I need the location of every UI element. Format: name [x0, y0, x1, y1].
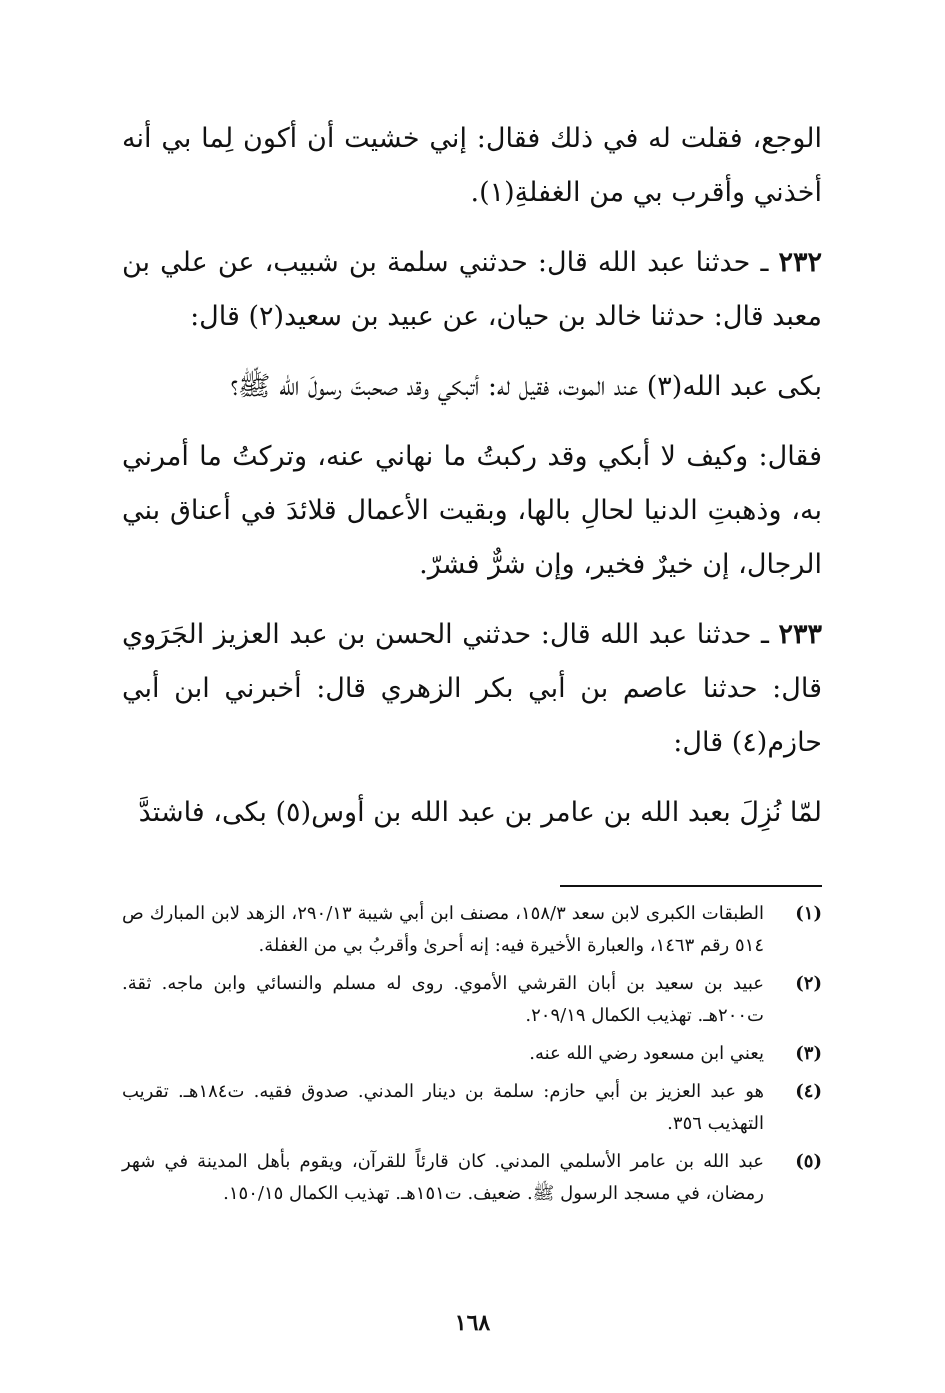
- paragraph-233: [122, 608, 822, 770]
- footnote-text: يعني ابن مسعود رضي الله عنه.: [529, 1043, 764, 1064]
- paragraph-3: بكى عبد الله(٣) عند الموت، فقيل له: أتبكي وقد صحبتَ رسولَ الله ﷺ؟: [230, 371, 822, 402]
- footnote-mark: (٣): [795, 1043, 822, 1064]
- footnote-text: عبيد بن سعيد بن أبان القرشي الأموي. روى له مسلم والنسائي وابن ماجه. ثقة. ت٢٠٠هـ. تهذيب الكمال ٢٠٩/١٩.: [122, 973, 764, 1026]
- footnote-mark: (٤): [795, 1081, 822, 1102]
- paragraph-232-text: ـ حدثنا عبد الله قال: حدثني سلمة بن شبيب، عن علي بن معبد قال: حدثنا خالد بن حيان، عن عبيد بن سعيد(٢) قال:: [122, 247, 822, 332]
- page-number: ١٦٨: [454, 1310, 491, 1336]
- main-text: [122, 112, 822, 840]
- paragraph-6: لمّا نُزِلَ بعبد الله بن عامر بن عبد الله بن أوس(٥) بكى، فاشتدَّ: [138, 797, 822, 828]
- paragraph-232: [122, 236, 822, 344]
- footnote-separator: [560, 885, 822, 887]
- footnotes: [122, 898, 822, 1216]
- footnote-3: [122, 1038, 822, 1070]
- footnote-mark: (٢): [795, 973, 822, 994]
- entry-number-232: ٢٣٢: [778, 247, 822, 278]
- footnote-text: هو عبد العزيز بن أبي حازم: سلمة بن دينار المدني. صدوق فقيه. ت١٨٤هـ. تقريب التهذيب ٣٥٦.: [122, 1081, 764, 1134]
- paragraph-4: فقال: وكيف لا أبكي وقد ركبتُ ما نهاني عنه، وتركتُ ما أمرني به، وذهبتِ الدنيا لحالِ بالها، وبقيت الأعمال قلائدَ في أعناق بني الرجال، إن خيرٌ فخير، وإن شرٌّ فشرّ.: [122, 441, 822, 580]
- footnote-mark: (٥): [795, 1151, 822, 1172]
- footnote-5: [122, 1146, 822, 1210]
- paragraph-1: الوجع، فقلت له في ذلك فقال: إني خشيت أن أكون لِما بي أنه أخذني وأقرب بي من الغفلةِ(١).: [122, 123, 822, 208]
- footnote-4: [122, 1076, 822, 1140]
- footnote-text: الطبقات الكبرى لابن سعد ١٥٨/٣، مصنف ابن أبي شيبة ٢٩٠/١٣، الزهد لابن المبارك ص ٥١٤ رقم ١٤٦٣، والعبارة الأخيرة فيه: إنه أحرىٰ وأقربُ بي من الغفلة.: [122, 903, 764, 956]
- footnote-2: [122, 968, 822, 1032]
- footnote-text: عبد الله بن عامر الأسلمي المدني. كان قارئاً للقرآن، ويقوم بأهل المدينة في شهر رمضان، في مسجد الرسول ﷺ. ضعيف. ت١٥١هـ. تهذيب الكمال ١٥٠/١٥.: [122, 1151, 764, 1204]
- footnote-mark: (١): [795, 903, 822, 924]
- entry-number-233: ٢٣٣: [778, 619, 822, 650]
- footnote-1: [122, 898, 822, 962]
- paragraph-233-text: ـ حدثنا عبد الله قال: حدثني الحسن بن عبد العزيز الجَرَوي قال: حدثنا عاصم بن أبي بكر الزهري قال: أخبرني ابن أبي حازم(٤) قال:: [122, 619, 822, 758]
